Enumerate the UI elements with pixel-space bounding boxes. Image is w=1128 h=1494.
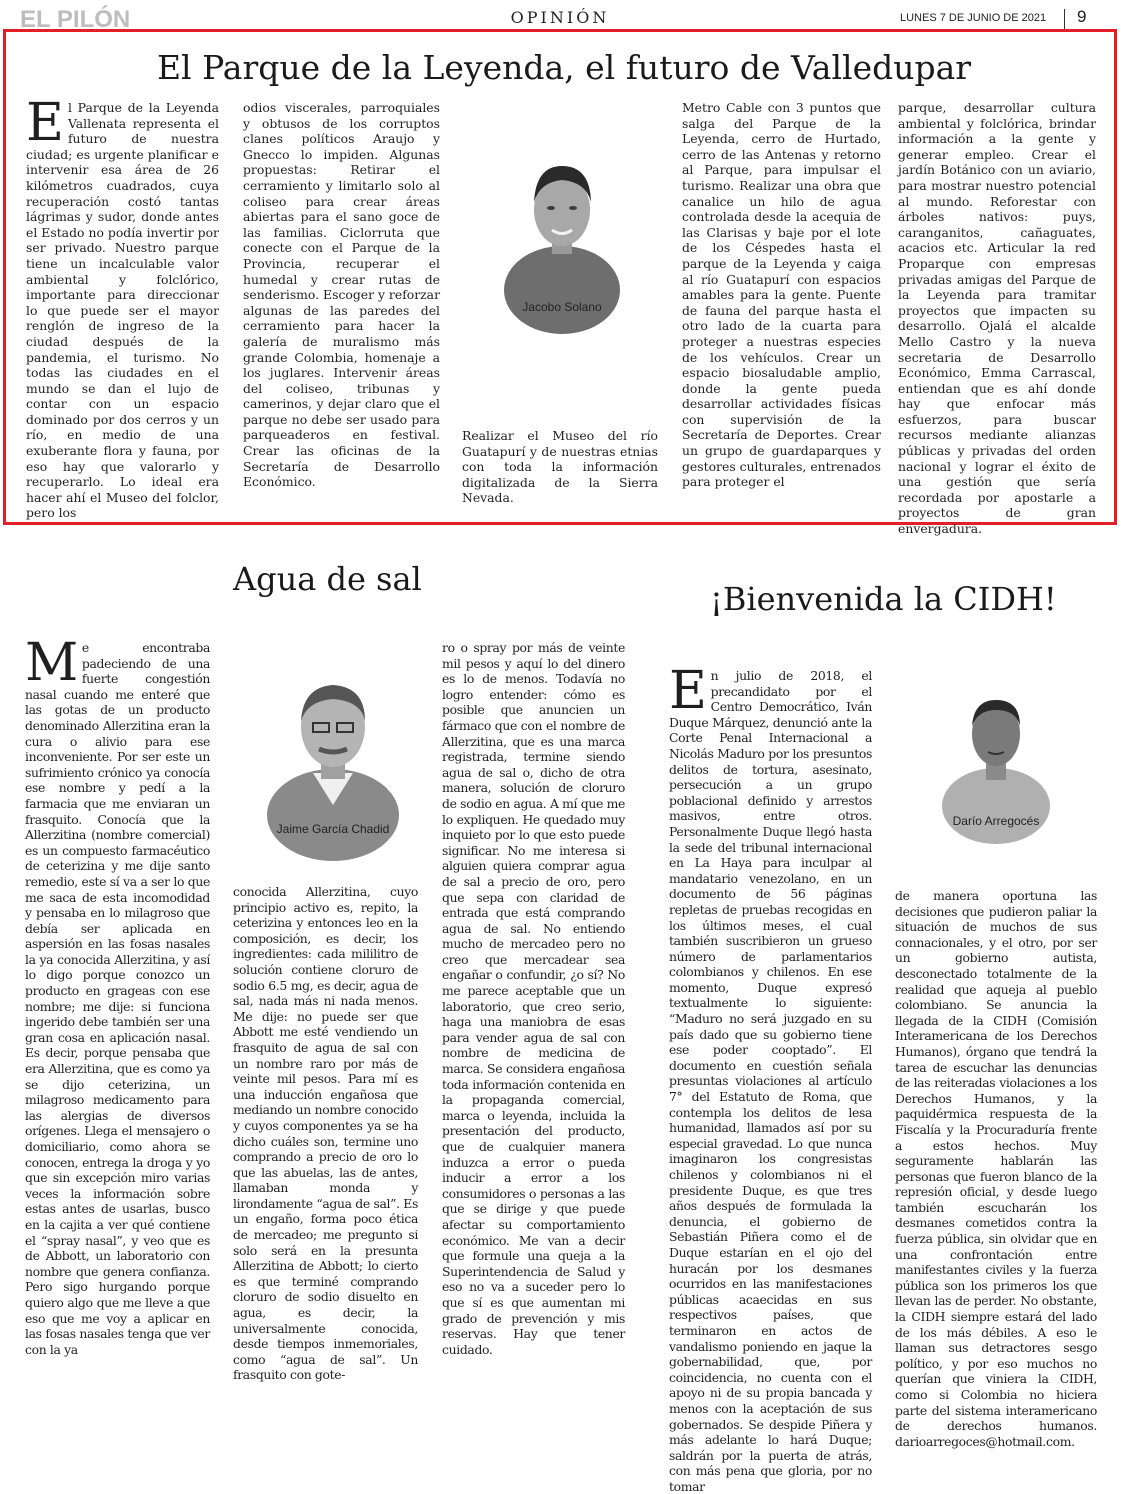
- article1-column-5: [898, 100, 1096, 537]
- article2-col1-text: e encontraba padeciendo de una fuerte congestión nasal cuando me enteré que las gotas de un producto denominado Allerzitina eran la cura o alivio para ese inconveniente. Por ser este un sufrimiento crónico ya conocía ese nombre y pedí a la farmacia que me enviaran un frasquito. Conocía que la Allerzitina (nombre comercial) es un compuesto farmacéutico de ceterizina y me dije santo remedio, este sí va a ser lo que me saca de esta incomodidad y pensaba en lo milagroso que debía ser aplicada en aspersión en las fosas nasales la ya conocida Allerzitina, y así lo digo porque conozco un producto en grageas con ese nombre; me dije: si funciona ingerido debe también ser una gran cosa en aplicación nasal. Es decir, porque pensaba que era Allerzitina, que es como ya se dijo ceterizina, un milagroso medicamento para las alergias de diversos orígenes. Llega el mensajero o domiciliario, como ahora se conocen, entrega la droga y yo que sin excepción miro varias veces la información sobre estas antes de usarlas, busco en la cajita a ver qué contiene el “spray nasal”, y veo que es de Abbott, un laboratorio con nombre que genera confianza. Pero sigo hurgando porque quiero algo que me lleve a que eso que me voy a aplicar en las fosas nasales tenga que ver con la ya: [25, 640, 210, 1357]
- article3-drop-cap: E: [669, 661, 707, 721]
- article1-column-4: [682, 100, 881, 508]
- article2-drop-cap: M: [25, 633, 78, 693]
- author-photo-image: [940, 680, 1052, 802]
- article3-column-2: [895, 888, 1097, 1449]
- article1-title: El Parque de la Leyenda, el futuro de Valledupar: [156, 48, 972, 87]
- article3-title: ¡Bienvenida la CIDH!: [710, 580, 1057, 618]
- article2-author: Jaime García Chadid: [276, 822, 390, 836]
- issue-date: LUNES 7 DE JUNIO DE 2021: [900, 12, 1047, 24]
- article3-col2-text: de manera oportuna las decisiones que pudieron paliar la situación de muchos de sus connacionales, y el otro, por ser un gobierno autista, desconectado totalmente de la realidad que aqueja al pueblo colombiano. Se anuncia la llegada de la CIDH (Comisión Interamericana de los Derechos Humanos), órgano que tendrá la tarea de escuchar las denuncias de las reiteradas violaciones a los Derechos Humanos, y la paquidérmica respuesta de la Fiscalía y la Procuraduría frente a estos hechos. Muy seguramente hablarán las personas que fueron blanco de la represión oficial, y desde luego también escucharán los desmanes cometidos contra la fuerza pública, sin olvidar que en una confrontación entre manifestantes civiles y la fuerza pública son los primeros los que llevan las de perder. No obstante, la CIDH siempre estará del lado de los más débiles. A eso le llaman sus detractores sesgo político, y por eso muchos no querían que viniera la CIDH, como si Colombia no hiciera parte del sistema interamericano de derechos humanos. darioarregoces@hotmail.com.: [895, 888, 1097, 1449]
- author-photo-image: [502, 140, 622, 290]
- author-photo-image: [263, 665, 403, 813]
- author-photo-jacobo-solano: [502, 140, 622, 290]
- article1-col2-text: odios viscerales, parroquiales y obtusos de los corruptos clanes políticos Araujo y Gnecco lo impiden. Algunas propuestas: Retirar el cerramiento y limitarlo solo al coliseo para crear áreas abiertas para el sano goce de las familias. Ciclorruta que conecte con el Parque de la Provincia, recuperar el humedal y crear rutas de senderismo. Escoger y reforzar algunas de las paredes del cerramiento para hacer la galería de muralismo más grande Colombia, homenaje a los juglares. Intervenir áreas del coliseo, tribunas y camerinos, y dejar claro que el parque no debe ser usado para parqueaderos en festival. Crear las oficinas de la Secretaría de Desarrollo Económico.: [243, 100, 440, 490]
- article1-col5-text: parque, desarrollar cultura ambiental y folclórica, brindar información a la gente y generar empleo. Crear el jardín Botánico con un aviario, para mostrar nuestro potencial al mundo. Reforestar con árboles nativos: puys, caranganitos, cañaguates, acacios etc. Articular la red Proparque con empresas privadas amigas del Parque de la Leyenda para tramitar proyectos que impacten su desarrollo. Ojalá el alcalde Mello Castro y la nueva secretaria de Desarrollo Económico, Emma Carrascal, entiendan que es ahí donde hay que enfocar más esfuerzos, para buscar recursos mediante alianzas públicas y privadas del orden nacional y lograr el éxito de una gestión que sería recordada por apostarle a proyectos de gran envergadura.: [898, 100, 1096, 537]
- article2-col2-text: conocida Allerzitina, cuyo principio activo es, repito, la ceterizina y entonces leo en la composición, es decir, los ingredientes: cada mililitro de solución contiene cloruro de sodio 6.5 mg, es decir, agua de sal, nada más ni nada menos. Me dije: no puede ser que Abbott me esté vendiendo un frasquito de agua de sal con un nombre raro por más de veinte mil pesos. Para mí es una inducción engañosa que mediando un nombre conocido y cuyos componentes ya se ha dicho cuáles son, termine uno comprando a precio de oro lo que las abuelas, las de antes, llamaban monda y lirondamente “agua de sal”. Es un engaño, forma poco ética de mercadeo; me pregunto si solo será en la presunta Allerzitina de Abbott; lo cierto es que terminé comprando cloruro de sodio disuelto en agua, es decir, la universalmente conocida, desde tiempos inmemoriales, como “agua de sal”. Un frasquito con gote-: [233, 884, 418, 1383]
- article3-column-1: [669, 661, 872, 1494]
- page-number: 9: [1077, 7, 1087, 26]
- section-title: OPINIÓN: [510, 8, 610, 27]
- article3-author: Darío Arregocés: [952, 814, 1040, 828]
- article2-col3-text: ro o spray por más de veinte mil pesos y aquí lo del dinero es lo de menos. Todavía no logro entender: cómo es posible que anuncien un fármaco que con el nombre de Allerzitina, que es una marca registrada, termine siendo agua de sal o, dicho de otra manera, solución de cloruro de sodio en agua. A mí que me lo expliquen. He quedado muy inquieto por lo que esto puede significar. No me interesa si alguien quiera comprar agua de sal a precio de oro, pero que sepa con claridad de entrada que está comprando agua de sal. No entiendo mucho de mercadeo pero no creo que mercadear sea engañar o confundir, ¿o sí? No me parece aceptable que un laboratorio, que creo serio, haga una maniobra de esas para vender agua de sal con nombre de medicina de marca. Se considera engañosa toda información contenida en la propaganda comercial, marca o leyenda, incluida la presentación del producto, que de cualquier manera induzca a error o pueda inducir a error a los consumidores o personas a las que se dirige y que puede afectar su comportamiento económico. Me van a decir que formule una queja a la Superintendencia de Salud y eso no va a suceder pero lo que sí es que aumentan mi grado de prevención y mis reservas. Hay que tener cuidado.: [442, 640, 625, 1357]
- article1-col3-text: Realizar el Museo del río Guatapurí y de nuestras etnias con toda la información digitalizada de la Sierra Nevada.: [462, 428, 658, 506]
- article1-column-3: [462, 428, 658, 508]
- author-photo-dario-arregoces: [940, 680, 1052, 802]
- article1-column-2: [243, 100, 440, 508]
- article1-drop-cap: E: [26, 93, 64, 153]
- author-photo-jaime-garcia-chadid: [263, 665, 403, 813]
- article1-col1-text: l Parque de la Leyenda Vallenata representa el futuro de nuestra ciudad; es urgente planificar e intervenir esa área de 26 kilómetros cuadrados, cuya recuperación costó tantas lágrimas y sudor, donde antes el Estado no podía invertir por ser privado. Nuestro parque tiene un incalculable valor ambiental y folclórico, importante para direccionar lo que puede ser el mayor renglón de ingreso de la ciudad después de la pandemia, el turismo. No todas las ciudades en el mundo se dan el lujo de contar con un espacio dominado por dos cerros y un río, en medio de una exuberante flora y fauna, por eso hay que valorarlo y recuperarlo. Lo ideal era hacer ahí el Museo del folclor, pero los: [26, 100, 219, 521]
- article2-title: Agua de sal: [233, 560, 422, 598]
- article1-col4-text: Metro Cable con 3 puntos que salga del Parque de la Leyenda, cerro de Hurtado, cerro de las Antenas y retorno al Parque, para impulsar el turismo. Realizar una obra que canalice un hilo de agua controlada desde la acequia de las Clarisas y baje por el lote de los Céspedes hasta el parque de la Leyenda y caiga al río Guatapurí con espacios amables para la gente. Puente de fauna del parque hasta el otro lado de la cuarta para proteger a nuestras especies de los vehículos. Crear un espacio biosaludable amplio, donde la gente pueda desarrollar actividades físicas con supervisión de la Secretaría de Deportes. Crear un grupo de guardaparques y gestores culturales, entrenados para proteger el: [682, 100, 881, 490]
- article1-author: Jacobo Solano: [522, 300, 602, 314]
- article2-column-2: [233, 884, 418, 1426]
- article2-column-3: [442, 640, 625, 1426]
- header-divider: [1064, 9, 1065, 29]
- article3-col1-text: n julio de 2018, el precandidato por el Centro Democrático, Iván Duque Márquez, denunció ante la Corte Penal Internacional a Nicolás Maduro por los presuntos delitos de tortura, asesinato, persecución a un grupo poblacional definido y arrestos masivos, entre otros. Personalmente Duque llegó hasta la sede del tribunal internacional en La Haya para inculpar al mandatario venezolano, en un documento de 56 páginas repletas de pruebas recogidas en los últimos meses, el cual también suscribieron un grueso número de parlamentarios colombianos y chilenos. En ese momento, Duque expresó textualmente lo siguiente: “Maduro no será juzgado en su país dado que su gobierno tiene ese poder cooptado”. El documento en cuestión señala presuntas violaciones al artículo 7° del Estatuto de Roma, que contempla los delitos de lesa humanidad, llamados así por su especial gravedad. Lo que nunca imaginaron los congresistas chilenos y colombianos ni el presidente Duque, es que tres años después de formulada la denuncia, el gobierno de Sebastián Piñera como el de Duque estarían en el ojo del huracán por los desmanes ocurridos en las manifestaciones públicas acaecidas en sus respectivos países, que terminaron en actos de vandalismo poniendo en jaque la gobernabilidad, que, por coincidencia, no cuenta con el apoyo ni de su propia bancada y menos con la aceptación de sus gobernados. Se despide Piñera y más adelante lo hará Duque; saldrán por la puerta de atrás, con más pena que gloria, por no tomar: [669, 668, 872, 1494]
- newspaper-masthead: EL PILÓN: [20, 6, 131, 33]
- article1-column-1: [26, 93, 219, 521]
- article2-column-1: [25, 633, 210, 1426]
